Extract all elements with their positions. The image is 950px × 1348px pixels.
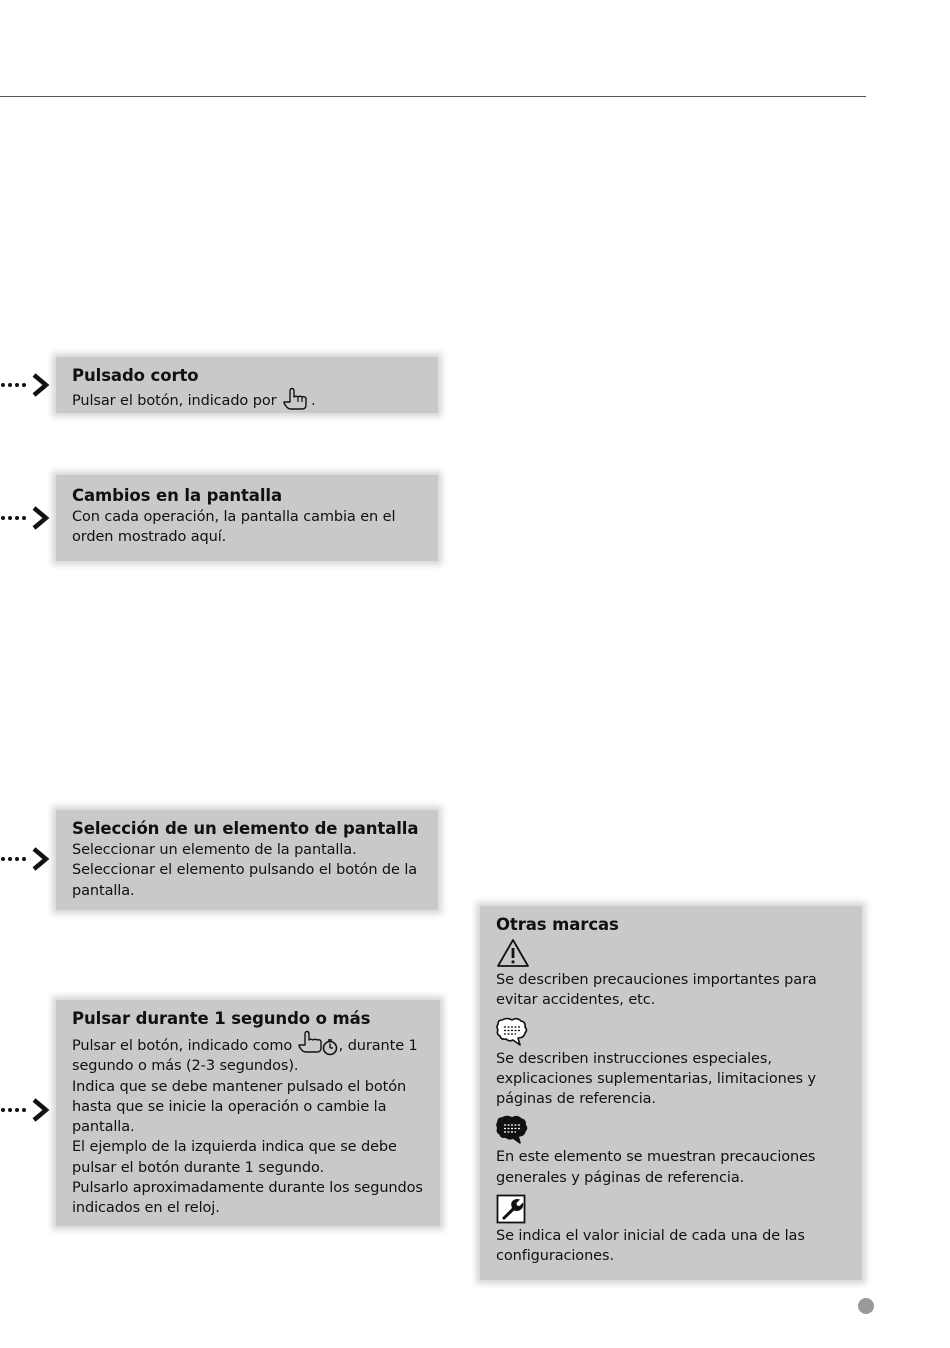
long-press-first-line xyxy=(72,1030,424,1077)
top-rule xyxy=(0,96,866,97)
other-marks-item-text: Se indica el valor inicial de cada una de las configuraciones. xyxy=(496,1228,805,1265)
screen-changes-box xyxy=(56,475,438,561)
info-bubble-icon xyxy=(496,1115,530,1145)
hand-press-clock-icon xyxy=(297,1030,339,1056)
other-marks-item xyxy=(496,1115,846,1188)
other-marks-item-text: Se describen instrucciones especiales, explicaciones suplementarias, limitaciones y páginas de referencia. xyxy=(496,1050,816,1108)
dotted-arrow-icon xyxy=(0,505,52,531)
dotted-arrow-icon xyxy=(0,1097,52,1123)
item-selection-box xyxy=(56,810,438,910)
other-marks-item xyxy=(496,1194,846,1267)
short-press-period: . xyxy=(310,393,316,409)
long-press-title: Pulsar durante 1 segundo o más xyxy=(72,1009,371,1028)
dotted-arrow-icon xyxy=(0,846,52,872)
long-press-box xyxy=(56,1000,440,1226)
other-marks-title: Otras marcas xyxy=(496,915,619,934)
dotted-arrow-icon xyxy=(0,372,52,398)
short-press-text xyxy=(72,387,422,411)
wrench-icon xyxy=(496,1194,526,1224)
other-marks-item xyxy=(496,938,846,1011)
item-selection-title: Selección de un elemento de pantalla xyxy=(72,819,419,838)
short-press-description: Pulsar el botón, indicado por xyxy=(72,393,277,409)
screen-changes-title: Cambios en la pantalla xyxy=(72,486,282,505)
hand-press-icon xyxy=(281,387,311,411)
item-selection-line: Seleccionar un elemento de la pantalla. xyxy=(72,842,357,858)
item-selection-text xyxy=(72,840,422,901)
item-selection-line: Seleccionar el elemento pulsando el botón de la pantalla. xyxy=(72,862,418,899)
long-press-line: El ejemplo de la izquierda indica que se debe pulsar el botón durante 1 segundo. xyxy=(72,1139,397,1176)
long-press-duration: , durante 1 segundo o más (2-3 segundos). xyxy=(72,1038,418,1075)
other-marks-item xyxy=(496,1017,846,1110)
page-marker-dot xyxy=(858,1298,874,1314)
other-marks-item-text: Se describen precauciones importantes para evitar accidentes, etc. xyxy=(496,972,817,1009)
long-press-text xyxy=(72,1030,424,1219)
other-marks-box xyxy=(480,906,862,1280)
other-marks-item-text: En este elemento se muestran precauciones generales y páginas de referencia. xyxy=(496,1149,816,1186)
short-press-box xyxy=(56,357,438,413)
short-press-title: Pulsado corto xyxy=(72,366,199,385)
warning-icon xyxy=(496,938,530,968)
long-press-line: Pulsarlo aproximadamente durante los segundos indicados en el reloj. xyxy=(72,1180,423,1217)
long-press-description: Pulsar el botón, indicado como xyxy=(72,1038,293,1054)
screen-changes-text: Con cada operación, la pantalla cambia en el orden mostrado aquí. xyxy=(72,509,396,546)
long-press-line: Indica que se debe mantener pulsado el botón hasta que se inicie la operación o cambie la pantalla. xyxy=(72,1078,407,1136)
note-bubble-icon xyxy=(496,1017,530,1047)
